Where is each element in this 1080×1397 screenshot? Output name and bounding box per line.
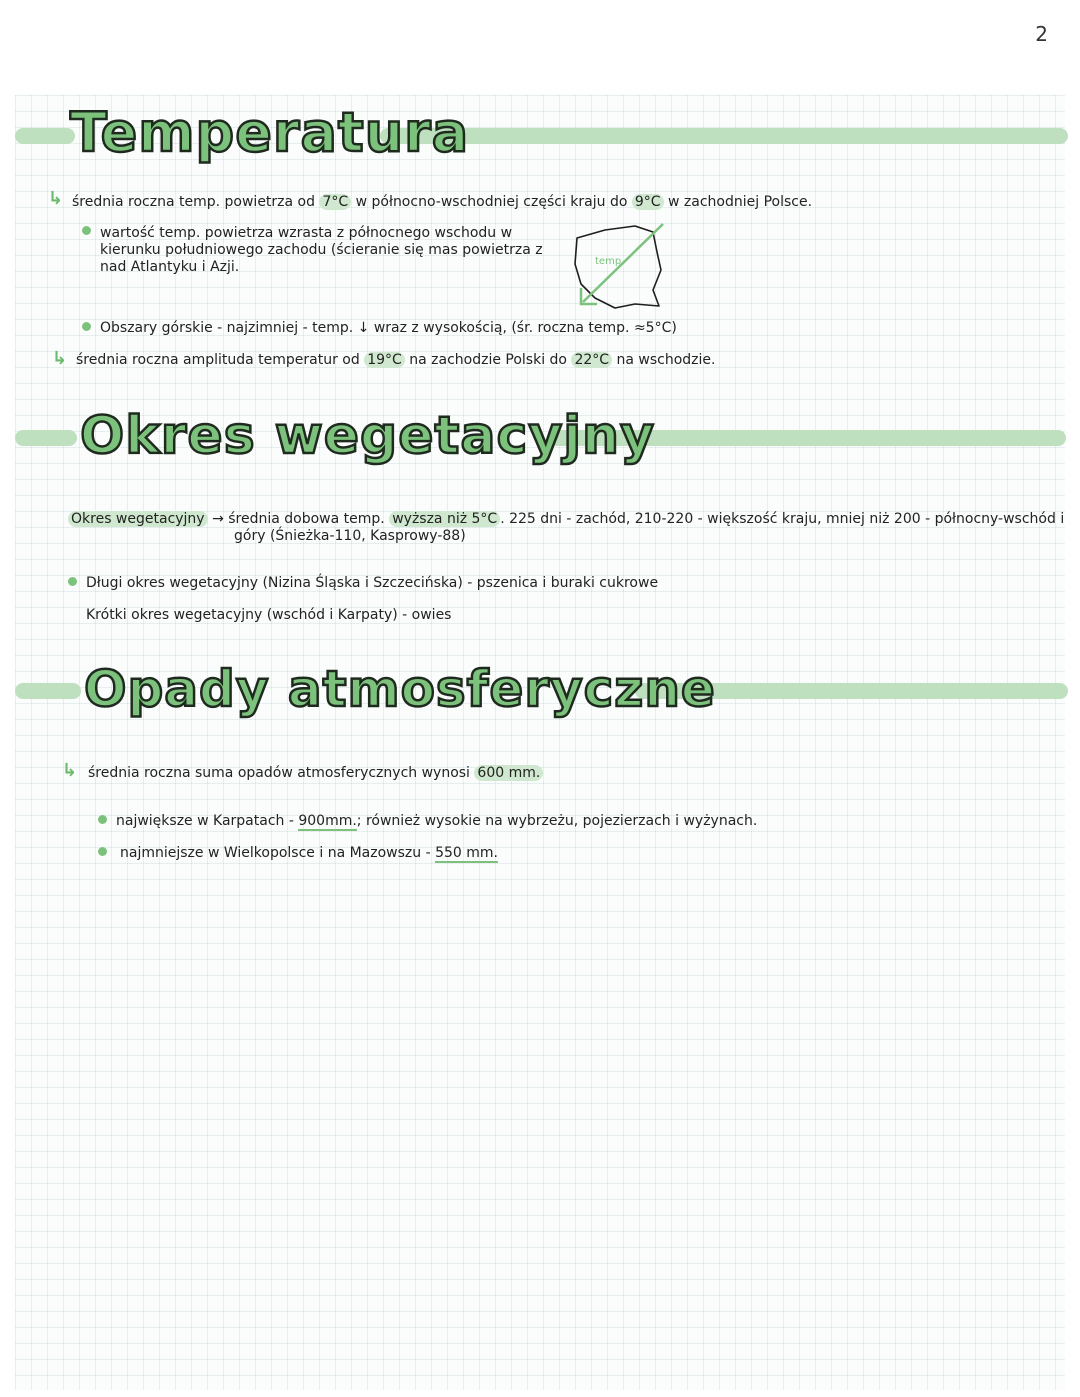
text-line: średnia roczna amplituda temperatur od 19°C na zachodzie Polski do 22°C na wschodzie. — [76, 352, 716, 368]
poland-map-sketch — [565, 218, 675, 318]
bullet-icon — [68, 577, 77, 586]
text-line: Krótki okres wegetacyjny (wschód i Karpaty) - owies — [86, 607, 452, 623]
bullet-icon — [82, 322, 91, 331]
text-line: góry (Śnieżka-110, Kasprowy-88) — [234, 528, 466, 544]
arrow-icon: ↳ — [48, 188, 64, 209]
heading-band-left — [15, 430, 77, 446]
text-line: wartość temp. powietrza wzrasta z północnego wschodu w — [100, 225, 513, 241]
text-line: średnia roczna suma opadów atmosferycznych wynosi 600 mm. — [88, 765, 543, 782]
map-label: temp. — [595, 256, 625, 267]
text-line: średnia roczna temp. powietrza od 7°C w północno-wschodniej części kraju do 9°C w zachodniej Polsce. — [72, 194, 813, 210]
bullet-icon — [82, 226, 91, 235]
text-line: najmniejsze w Wielkopolsce i na Mazowszu - 550 mm. — [120, 845, 498, 861]
arrow-icon: ↳ — [52, 348, 68, 369]
arrow-icon: ↳ — [62, 760, 78, 781]
text-line: nad Atlantyku i Azji. — [100, 259, 240, 275]
heading-band-left — [15, 683, 81, 699]
text-line: kierunku południowego zachodu (ścieranie się mas powietrza z — [100, 242, 543, 258]
bullet-icon — [98, 815, 107, 824]
text-line: największe w Karpatach - 900mm.; również wysokie na wybrzeżu, pojezierzach i wyżynach. — [116, 813, 758, 829]
section-heading-opady: Opady atmosferyczne — [84, 660, 716, 718]
text-line: Obszary górskie - najzimniej - temp. ↓ wraz z wysokością, (śr. roczna temp. ≈5°C) — [100, 320, 677, 336]
text-line: Okres wegetacyjny → średnia dobowa temp. wyższa niż 5°C . 225 dni - zachód, 210-220 - większość kraju, mniej niż 200 - północny-wschód i — [68, 511, 1064, 528]
heading-band-right — [380, 128, 1068, 144]
section-heading-okres: Okres wegetacyjny — [80, 406, 655, 466]
text-line: Długi okres wegetacyjny (Nizina Śląska i Szczecińska) - pszenica i buraki cukrowe — [86, 575, 659, 591]
heading-band-left — [15, 128, 75, 144]
section-heading-temperatura: Temperatura — [70, 101, 470, 164]
grid-paper-background — [15, 95, 1065, 1390]
page-number: 2 — [1035, 22, 1048, 46]
bullet-icon — [98, 847, 107, 856]
